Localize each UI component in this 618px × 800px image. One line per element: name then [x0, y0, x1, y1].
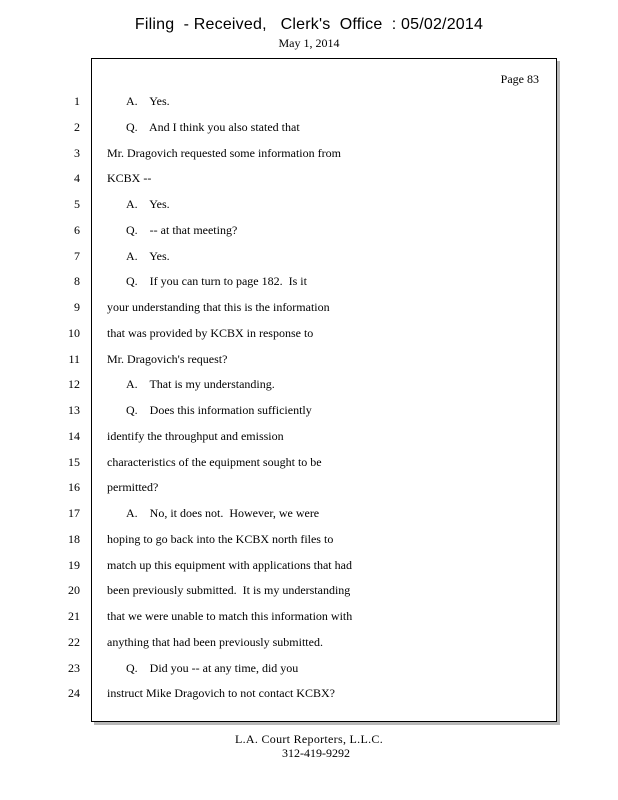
- line-number: 13: [68, 403, 80, 417]
- line-text: A. That is my understanding.: [126, 377, 275, 391]
- line-number: 20: [68, 583, 80, 597]
- line-text: Mr. Dragovich's request?: [107, 352, 228, 366]
- line-text: Mr. Dragovich requested some information from: [107, 146, 341, 160]
- line-text: been previously submitted. It is my understanding: [107, 583, 351, 597]
- court-reporter-name: L.A. Court Reporters, L.L.C.: [234, 732, 384, 746]
- line-text: characteristics of the equipment sought to be: [107, 455, 322, 469]
- line-text: KCBX --: [107, 171, 152, 185]
- line-number: 4: [74, 171, 80, 185]
- court-reporter-phone: 312-419-9292: [282, 746, 350, 760]
- line-text: Q. -- at that meeting?: [126, 223, 238, 237]
- line-number: 11: [68, 352, 80, 366]
- line-text: A. Yes.: [126, 94, 170, 108]
- line-number: 23: [68, 661, 80, 675]
- line-text: A. No, it does not. However, we were: [126, 506, 320, 520]
- transcript-date: May 1, 2014: [278, 36, 340, 50]
- page-number: Page 83: [500, 72, 539, 86]
- line-number: 6: [74, 223, 80, 237]
- line-text: that was provided by KCBX in response to: [107, 326, 314, 340]
- line-number: 7: [74, 249, 80, 263]
- line-number: 3: [74, 146, 80, 160]
- line-number: 9: [74, 300, 80, 314]
- line-number: 14: [68, 429, 80, 443]
- line-number: 22: [68, 635, 80, 649]
- line-number: 21: [68, 609, 80, 623]
- line-text: Q. If you can turn to page 182. Is it: [126, 274, 307, 288]
- line-number: 12: [68, 377, 80, 391]
- line-text: permitted?: [107, 480, 159, 494]
- line-number: 8: [74, 274, 80, 288]
- line-number: 24: [68, 686, 80, 700]
- line-number: 17: [68, 506, 80, 520]
- line-text: identify the throughput and emission: [107, 429, 284, 443]
- line-text: your understanding that this is the information: [107, 300, 330, 314]
- line-number: 5: [74, 197, 80, 211]
- line-number: 18: [68, 532, 80, 546]
- line-text: A. Yes.: [126, 249, 170, 263]
- line-text: Q. Did you -- at any time, did you: [126, 661, 299, 675]
- line-number: 19: [68, 558, 80, 572]
- line-number: 1: [74, 94, 80, 108]
- line-text: that we were unable to match this information with: [107, 609, 353, 623]
- line-text: anything that had been previously submitted.: [107, 635, 323, 649]
- line-text: instruct Mike Dragovich to not contact KCBX?: [107, 686, 335, 700]
- line-text: Q. Does this information sufficiently: [126, 403, 312, 417]
- line-number: 2: [74, 120, 80, 134]
- line-text: A. Yes.: [126, 197, 170, 211]
- line-number: 16: [68, 480, 80, 494]
- line-text: match up this equipment with applications that had: [107, 558, 352, 572]
- filing-stamp: Filing - Received, Clerk's Office : 05/02/2014: [134, 16, 484, 33]
- line-number: 10: [68, 326, 80, 340]
- line-text: hoping to go back into the KCBX north files to: [107, 532, 334, 546]
- line-text: Q. And I think you also stated that: [126, 120, 300, 134]
- line-number: 15: [68, 455, 80, 469]
